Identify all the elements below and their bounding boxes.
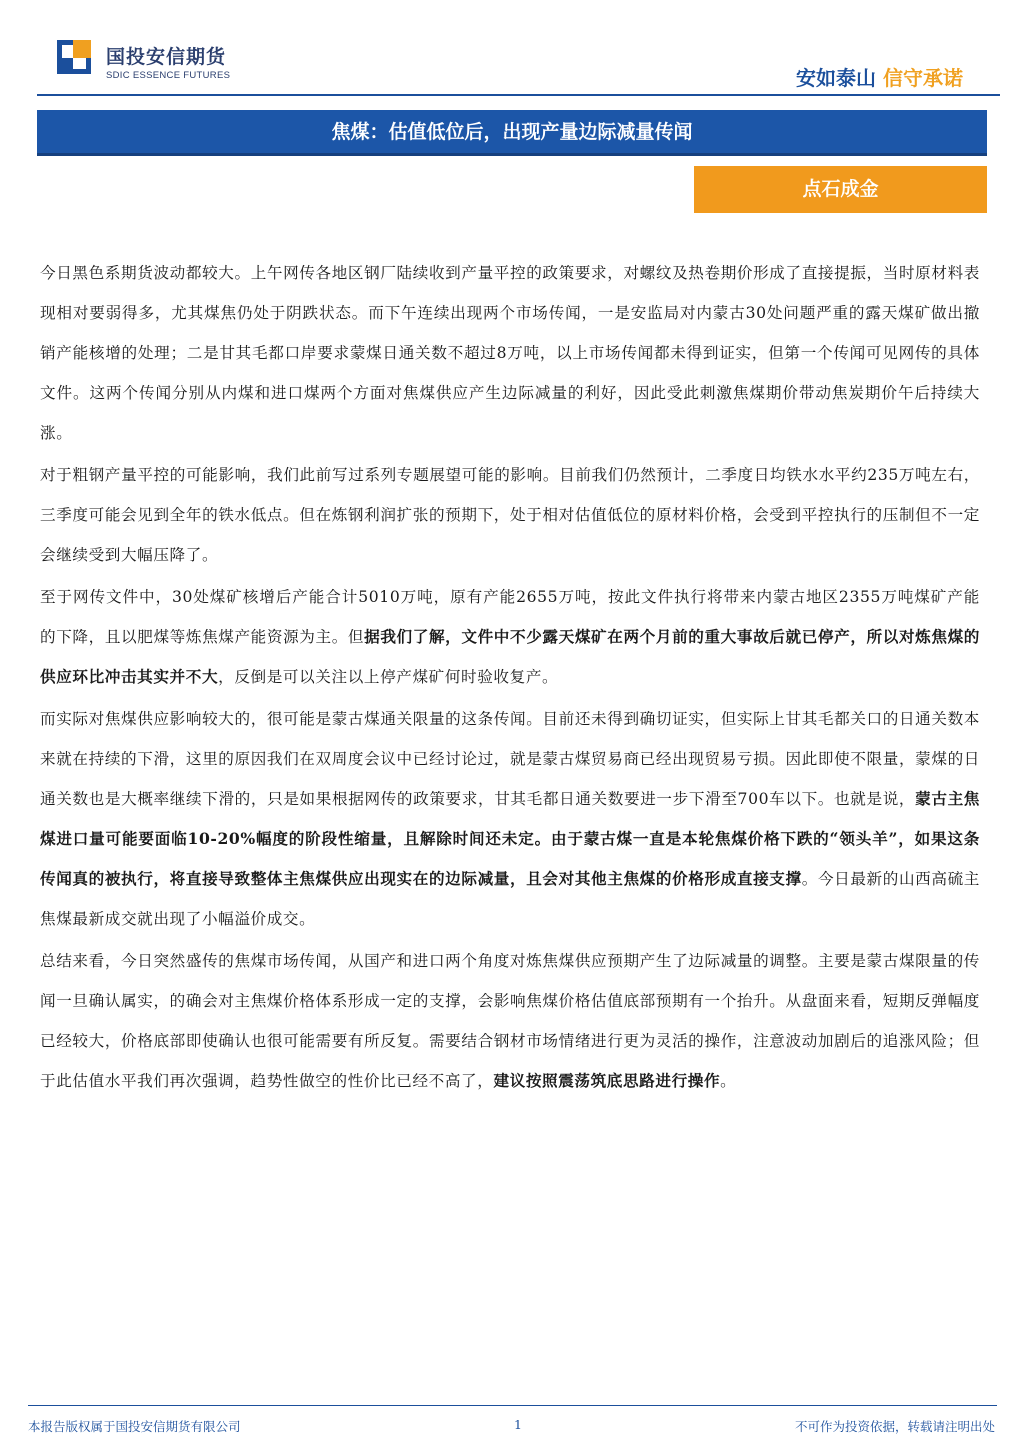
column-tag — [694, 166, 987, 213]
report-body — [40, 253, 980, 1103]
footer-disclaimer: 不可作为投资依据，转载请注明出处 — [794, 1419, 995, 1434]
paragraph-text: 对于粗钢产量平控的可能影响，我们此前写过系列专题展望可能的影响。目前我们仍然预计，二季度日均铁水水平约235万吨左右，三季度可能会见到全年的铁水低点。但在炼钢利润扩张的预期下，处于相对估值低位的原材料价格，会受到平控执行的压制但不一定会继续受到大幅压降了。 — [40, 466, 980, 564]
body-paragraph — [40, 455, 980, 575]
paragraph-text: 而实际对焦煤供应影响较大的，很可能是蒙古煤通关限量的这条传闻。目前还未得到确切证实，但实际上甘其毛都关口的日通关数本来就在持续的下滑，这里的原因我们在双周度会议中已经讨论过，就是蒙古煤贸易商已经出现贸易亏损。因此即使不限量，蒙煤的日通关数也是大概率继续下滑的，只是如果根据网传的政策要求，甘其毛都日通关数要进一步下滑至700车以下。也就是说， — [40, 710, 980, 808]
body-paragraph — [40, 699, 980, 939]
emphasis-text: 建议按照震荡筑底思路进行操作 — [493, 1071, 721, 1090]
footer-copyright: 本报告版权属于国投安信期货有限公司 — [28, 1419, 241, 1434]
page-number: 1 — [514, 1417, 522, 1432]
slogan-part-1: 安如泰山 — [796, 66, 877, 90]
column-tag-label: 点石成金 — [802, 178, 879, 200]
header-divider — [37, 94, 1000, 96]
body-paragraph — [40, 577, 980, 697]
title-banner — [37, 110, 987, 156]
body-paragraph — [40, 941, 980, 1101]
paragraph-text: ，反倒是可以关注以上停产煤矿何时验收复产。 — [218, 668, 559, 686]
emphasis-text: 据我们了解，文件中不少露天煤矿在两个月前的重大事故后就已停产，所以对炼焦煤的供应环比冲击其实并不大 — [40, 627, 980, 686]
logo-company-name-en: SDIC ESSENCE FUTURES — [106, 70, 231, 81]
paragraph-text: 。今日最新的山西高硫主焦煤最新成交就出现了小幅溢价成交。 — [40, 870, 980, 928]
body-paragraph — [40, 253, 980, 453]
footer-divider — [28, 1405, 997, 1406]
page-header — [0, 0, 1025, 100]
header-slogan — [796, 62, 963, 91]
report-title: 焦煤：估值低位后，出现产量边际减量传闻 — [331, 121, 693, 143]
paragraph-text: 。 — [720, 1072, 737, 1090]
logo-company-name: 国投安信期货 — [106, 46, 227, 68]
company-logo-icon — [57, 40, 97, 80]
paragraph-text: 至于网传文件中，30处煤矿核增后产能合计5010万吨，原有产能2655万吨，按此文件执行将带来内蒙古地区2355万吨煤矿产能的下降，且以肥煤等炼焦煤产能资源为主。但 — [40, 588, 980, 646]
emphasis-text: 蒙古主焦煤进口量可能要面临10-20%幅度的阶段性缩量，且解除时间还未定。由于蒙古煤一直是本轮焦煤价格下跌的“领头羊”，如果这条传闻真的被执行，将直接导致整体主焦煤供应出现实在的边际减量，且会对其他主焦煤的价格形成直接支撑 — [40, 789, 981, 888]
paragraph-text: 总结来看，今日突然盛传的焦煤市场传闻，从国产和进口两个角度对炼焦煤供应预期产生了边际减量的调整。主要是蒙古煤限量的传闻一旦确认属实，的确会对主焦煤价格体系形成一定的支撑，会影响焦煤价格估值底部预期有一个抬升。从盘面来看，短期反弹幅度已经较大，价格底部即使确认也很可能需要有所反复。需要结合钢材市场情绪进行更为灵活的操作，注意波动加剧后的追涨风险；但于此估值水平我们再次强调，趋势性做空的性价比已经不高了， — [40, 952, 980, 1090]
paragraph-text: 今日黑色系期货波动都较大。上午网传各地区钢厂陆续收到产量平控的政策要求，对螺纹及热卷期价形成了直接提振，当时原材料表现相对要弱得多，尤其煤焦仍处于阴跌状态。而下午连续出现两个市场传闻，一是安监局对内蒙古30处问题严重的露天煤矿做出撤销产能核增的处理；二是甘其毛都口岸要求蒙煤日通关数不超过8万吨，以上市场传闻都未得到证实，但第一个传闻可见网传的具体文件。这两个传闻分别从内煤和进口煤两个方面对焦煤供应产生边际减量的利好，因此受此刺激焦煤期价带动焦炭期价午后持续大涨。 — [40, 264, 980, 442]
slogan-part-2: 信守承诺 — [883, 66, 963, 90]
